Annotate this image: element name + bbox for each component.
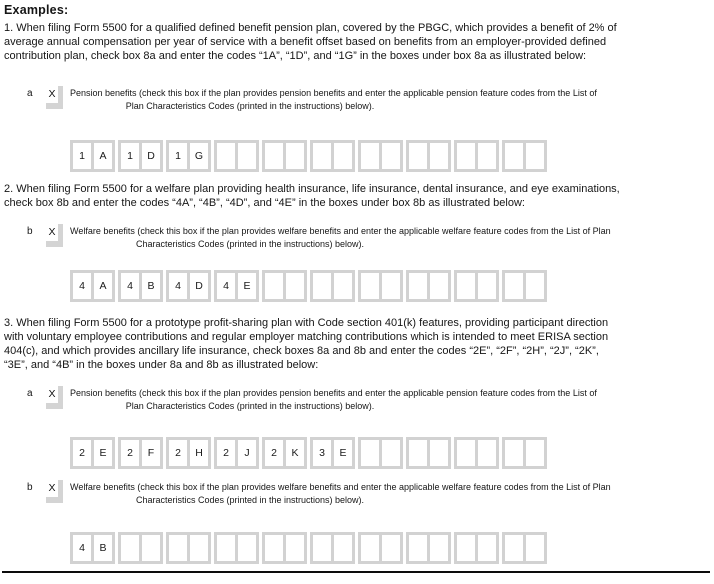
code-box-pair-empty: [502, 140, 547, 172]
checked-checkbox-8b: X: [46, 480, 63, 503]
code-character-cell: [505, 143, 523, 169]
code-character-cell: [334, 273, 352, 299]
code-character-cell: 4: [121, 273, 139, 299]
bottom-horizontal-rule: [2, 571, 710, 573]
paragraph-line: with voluntary employee contributions and regular employer matching contributions which is intended to meet ERISA section: [4, 331, 609, 343]
code-character-cell: D: [142, 143, 160, 169]
code-box-pair-filled: [310, 437, 355, 469]
code-character-cell: [169, 535, 187, 561]
code-character-cell: [313, 143, 331, 169]
code-box-pair-empty: [310, 140, 355, 172]
code-character-cell: [430, 143, 448, 169]
paragraph-line: contribution plan, check box 8a and enter the codes “1A”, “1D”, and “1G” in the boxes under box 8a as illustrated below:: [4, 50, 587, 62]
code-box-pair-empty: [310, 270, 355, 302]
example-1-row-8a: [0, 86, 714, 116]
code-box-pair-empty: [262, 270, 307, 302]
code-character-cell: [382, 535, 400, 561]
code-box-pair-filled: [214, 437, 259, 469]
code-character-cell: E: [94, 440, 112, 466]
code-box-pair-filled: [118, 140, 163, 172]
code-character-cell: [478, 273, 496, 299]
code-character-cell: [430, 273, 448, 299]
paragraph-line: average annual compensation per year of service with a benefit offset based on benefits from an employer-provided defined: [4, 36, 607, 48]
code-character-cell: [361, 440, 379, 466]
code-character-cell: [313, 535, 331, 561]
code-character-cell: [526, 440, 544, 466]
code-box-pair-empty: [262, 140, 307, 172]
code-box-pair-filled: [70, 140, 115, 172]
code-character-cell: [430, 440, 448, 466]
code-box-pair-empty: [358, 140, 403, 172]
code-character-cell: [478, 143, 496, 169]
code-character-cell: [286, 143, 304, 169]
code-character-cell: 2: [121, 440, 139, 466]
code-character-cell: [142, 535, 160, 561]
code-character-cell: [526, 143, 544, 169]
code-character-cell: 2: [169, 440, 187, 466]
checked-checkbox-8a: X: [46, 386, 63, 409]
checked-checkbox-8a: X: [46, 86, 63, 109]
examples-heading: Examples:: [4, 3, 69, 17]
code-box-pair-empty: [502, 532, 547, 564]
code-character-cell: A: [94, 143, 112, 169]
code-character-cell: [265, 143, 283, 169]
example-1-code-boxes: [70, 140, 547, 172]
example-3b-code-boxes: [70, 532, 547, 564]
code-character-cell: [409, 143, 427, 169]
welfare-benefits-caption-line1: Welfare benefits (check this box if the plan provides welfare benefits and enter the applicable welfare feature codes from the List of Plan: [70, 226, 611, 236]
code-character-cell: [334, 535, 352, 561]
code-character-cell: A: [94, 273, 112, 299]
code-box-pair-empty: [502, 437, 547, 469]
code-character-cell: 4: [169, 273, 187, 299]
code-character-cell: 4: [73, 535, 91, 561]
code-character-cell: [238, 143, 256, 169]
code-box-pair-empty: [406, 270, 451, 302]
code-character-cell: E: [238, 273, 256, 299]
code-character-cell: [409, 273, 427, 299]
code-character-cell: [457, 535, 475, 561]
code-character-cell: 2: [217, 440, 235, 466]
example-3a-code-boxes: [70, 437, 547, 469]
example-2-row-8b: [0, 224, 714, 254]
code-character-cell: [382, 143, 400, 169]
code-character-cell: [430, 535, 448, 561]
code-character-cell: 4: [73, 273, 91, 299]
code-box-pair-empty: [166, 532, 211, 564]
code-box-pair-empty: [262, 532, 307, 564]
code-box-pair-empty: [214, 532, 259, 564]
pension-benefits-caption-line1: Pension benefits (check this box if the plan provides pension benefits and enter the applicable pension feature codes from the List of: [70, 88, 597, 98]
code-box-pair-empty: [406, 140, 451, 172]
code-character-cell: [457, 143, 475, 169]
code-box-pair-filled: [262, 437, 307, 469]
code-character-cell: [457, 273, 475, 299]
code-box-pair-empty: [454, 270, 499, 302]
code-box-pair-filled: [166, 437, 211, 469]
code-character-cell: [361, 143, 379, 169]
code-character-cell: [409, 535, 427, 561]
code-character-cell: K: [286, 440, 304, 466]
code-box-pair-empty: [358, 437, 403, 469]
code-box-pair-empty: [454, 532, 499, 564]
code-character-cell: J: [238, 440, 256, 466]
code-box-pair-empty: [310, 532, 355, 564]
code-character-cell: [313, 273, 331, 299]
example-2-paragraph: [4, 182, 712, 210]
code-character-cell: E: [334, 440, 352, 466]
code-character-cell: [478, 535, 496, 561]
code-box-pair-filled: [118, 437, 163, 469]
code-box-pair-empty: [406, 532, 451, 564]
code-box-pair-empty: [454, 140, 499, 172]
example-3-paragraph: [4, 316, 712, 372]
code-character-cell: D: [190, 273, 208, 299]
code-box-pair-filled: [70, 270, 115, 302]
welfare-benefits-caption-line1: Welfare benefits (check this box if the plan provides welfare benefits and enter the applicable welfare feature codes from the List of Plan: [70, 482, 611, 492]
code-character-cell: [265, 273, 283, 299]
example-2-code-boxes: [70, 270, 547, 302]
code-character-cell: G: [190, 143, 208, 169]
pension-benefits-caption-line2: Plan Characteristics Codes (printed in the instructions) below).: [125, 401, 375, 411]
code-character-cell: [217, 535, 235, 561]
item-letter-a: a: [27, 388, 33, 399]
example-3-row-8b: [0, 480, 714, 510]
code-character-cell: [526, 535, 544, 561]
code-character-cell: [286, 535, 304, 561]
code-character-cell: 1: [73, 143, 91, 169]
code-character-cell: [286, 273, 304, 299]
pension-benefits-caption-line1: Pension benefits (check this box if the plan provides pension benefits and enter the applicable pension feature codes from the List of: [70, 388, 597, 398]
paragraph-line: 404(c), and which provides ancillary life insurance, check boxes 8a and 8b and enter the codes “2E”, “2F”, “2H”, “2J”, “2K”,: [4, 345, 599, 357]
code-box-pair-filled: [70, 532, 115, 564]
code-box-pair-empty: [358, 270, 403, 302]
checked-checkbox-8b: X: [46, 224, 63, 247]
code-box-pair-empty: [406, 437, 451, 469]
code-character-cell: 4: [217, 273, 235, 299]
welfare-benefits-caption-line2: Characteristics Codes (printed in the instructions) below).: [135, 495, 365, 505]
example-1-paragraph: [4, 21, 712, 63]
code-box-pair-filled: [166, 140, 211, 172]
code-box-pair-empty: [454, 437, 499, 469]
code-character-cell: [361, 273, 379, 299]
code-box-pair-empty: [214, 140, 259, 172]
code-character-cell: [505, 440, 523, 466]
paragraph-line: 2. When filing Form 5500 for a welfare plan providing health insurance, life insurance, dental insurance, and eye examinations,: [4, 183, 620, 195]
code-character-cell: 1: [169, 143, 187, 169]
code-character-cell: B: [94, 535, 112, 561]
code-character-cell: F: [142, 440, 160, 466]
code-box-pair-empty: [502, 270, 547, 302]
code-character-cell: [238, 535, 256, 561]
code-box-pair-filled: [118, 270, 163, 302]
code-character-cell: 2: [265, 440, 283, 466]
code-character-cell: [334, 143, 352, 169]
paragraph-line: “3E”, and “4B” in the boxes under 8a and 8b as illustrated below:: [4, 359, 319, 371]
code-character-cell: [121, 535, 139, 561]
paragraph-line: 1. When filing Form 5500 for a qualified defined benefit pension plan, covered by the PBGC, which provides a benefit of 2% of: [4, 22, 617, 34]
code-character-cell: [505, 273, 523, 299]
code-character-cell: 2: [73, 440, 91, 466]
code-character-cell: [457, 440, 475, 466]
item-letter-b: b: [27, 482, 33, 493]
code-character-cell: [190, 535, 208, 561]
code-box-pair-filled: [70, 437, 115, 469]
code-character-cell: [361, 535, 379, 561]
paragraph-line: 3. When filing Form 5500 for a prototype profit-sharing plan with Code section 401(k) features, providing participant direction: [4, 317, 609, 329]
code-character-cell: H: [190, 440, 208, 466]
code-character-cell: [217, 143, 235, 169]
code-character-cell: 1: [121, 143, 139, 169]
welfare-benefits-caption-line2: Characteristics Codes (printed in the instructions) below).: [135, 239, 365, 249]
code-character-cell: [526, 273, 544, 299]
code-character-cell: [265, 535, 283, 561]
code-box-pair-filled: [166, 270, 211, 302]
paragraph-line: check box 8b and enter the codes “4A”, “4B”, “4D”, and “4E” in the boxes under box 8b as illustrated below:: [4, 197, 525, 209]
item-letter-a: a: [27, 88, 33, 99]
code-character-cell: [382, 440, 400, 466]
example-3-row-8a: [0, 386, 714, 416]
item-letter-b: b: [27, 226, 33, 237]
code-character-cell: [478, 440, 496, 466]
code-character-cell: [409, 440, 427, 466]
code-box-pair-filled: [214, 270, 259, 302]
code-box-pair-empty: [358, 532, 403, 564]
code-box-pair-empty: [118, 532, 163, 564]
code-character-cell: [505, 535, 523, 561]
code-character-cell: [382, 273, 400, 299]
code-character-cell: B: [142, 273, 160, 299]
code-character-cell: 3: [313, 440, 331, 466]
pension-benefits-caption-line2: Plan Characteristics Codes (printed in the instructions) below).: [125, 101, 375, 111]
